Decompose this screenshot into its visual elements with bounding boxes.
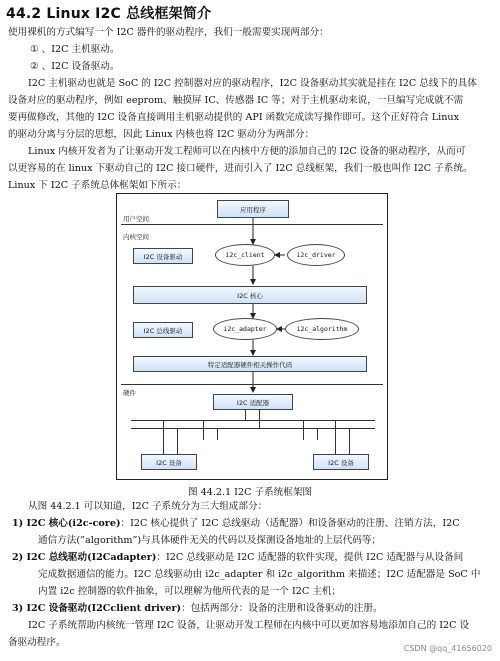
i2c-adapter-hw-box: I2C 适配器 xyxy=(213,394,293,410)
i2c-driver-ellipse: i2c_driver xyxy=(287,244,345,266)
kernel-space-label: 内核空间 xyxy=(123,233,149,241)
i2c-core-box: I2C 核心 xyxy=(133,286,367,304)
i2c-device-driver-box: I2C 设备驱动 xyxy=(133,248,193,264)
list-item-head: 1) I2C 核心(i2c-core) xyxy=(12,518,121,529)
i2c-adapter-ellipse: i2c_adapter xyxy=(213,318,277,340)
paragraph-line: 设备对应的驱动程序，例如 eeprom、触摸屏 IC、传感器 IC 等；对于主机驱动来说，一旦编写完成就不需 xyxy=(8,95,464,106)
intro-paragraph: 使用裸机的方式编写一个 I2C 器件的驱动程序，我们一般需要实现两部分： xyxy=(8,27,329,38)
app-box: 应用程序 xyxy=(217,200,289,218)
list-item-core xyxy=(12,515,494,532)
section-title: 44.2 Linux I2C 总线框架简介 xyxy=(6,6,212,22)
paragraph-line: 的驱动分离与分层的思想，因此 Linux 内核也将 I2C 驱动分为两部分： xyxy=(8,129,315,140)
list-item-continuation: 完成数据通信的能力。I2C 总线驱动由 i2c_adapter 和 i2c_algorithm 来描述；I2C 适配器是 SoC 中 xyxy=(38,569,481,580)
i2c-framework-diagram xyxy=(116,193,388,480)
bus-drop xyxy=(217,428,218,440)
list-item-bus-driver xyxy=(12,549,494,566)
list-item-device-driver: ② 、I2C 设备驱动。 xyxy=(30,61,120,72)
bus-drop xyxy=(177,428,178,454)
user-kernel-divider xyxy=(121,224,383,225)
list-item-text: ：I2C 核心提供了 I2C 总线驱动（适配器）和设备驱动的注册、注销方法，I2C xyxy=(120,518,460,529)
list-item-head: 2) I2C 总线驱动(I2Cadapter) xyxy=(12,552,157,563)
user-space-label: 用户空间 xyxy=(123,215,149,223)
bus-drop xyxy=(163,420,164,454)
figure-caption: 图 44.2.1 I2C 子系统框架图 xyxy=(187,487,313,498)
paragraph-line: 从图 44.2.1 可以知道，I2C 子系统分为三大组成部分： xyxy=(28,501,268,512)
i2c-bus-driver-box: I2C 总线驱动 xyxy=(133,322,193,338)
list-item-continuation: 通信方法(”algorithm”)与具体硬件无关的代码以及探测设备地址的上层代码等； xyxy=(38,535,382,546)
hardware-label: 硬件 xyxy=(123,389,136,397)
bus-drop xyxy=(349,428,350,454)
paragraph-line: Linux 下 I2C 子系统总体框架如下所示： xyxy=(8,180,187,191)
paragraph-line: I2C 主机驱动也就是 SoC 的 I2C 控制器对应的驱动程序，I2C 设备驱动其实就是挂在 I2C 总线下的具体 xyxy=(28,78,477,89)
i2c-bus-line-sda xyxy=(131,420,375,421)
paragraph-line: 备驱动程序。 xyxy=(8,637,66,648)
i2c-client-ellipse: i2c_client xyxy=(215,244,275,266)
i2c-algorithm-ellipse: i2c_algorithm xyxy=(285,318,359,340)
list-item-head: 3) I2C 设备驱动(I2Cclient driver) xyxy=(12,603,182,614)
list-item-continuation: 内置 i2c 控制器的软件抽象，可以理解为他所代表的是一个 I2C 主机； xyxy=(38,586,342,597)
list-item-text: ：I2C 总线驱动是 I2C 适配器的软件实现，提供 I2C 适配器与从设备间 xyxy=(156,552,464,563)
paragraph-line: Linux 内核开发者为了让驱动开发工程师可以在内核中方便的添加自己的 I2C 设备的驱动程序，从而可 xyxy=(28,146,466,157)
paragraph-line: I2C 子系统帮助内核统一管理 I2C 设备，让驱动开发工程师在内核中可以更加容易地添加自己的 I2C 设 xyxy=(28,620,470,631)
i2c-device-box: I2C 设备 xyxy=(313,454,369,470)
bus-drop xyxy=(317,428,318,440)
bus-drop xyxy=(335,420,336,454)
bus-drop xyxy=(203,420,204,440)
kernel-hardware-divider xyxy=(121,384,383,385)
list-item-host-driver: ① 、I2C 主机驱动。 xyxy=(30,44,120,55)
bus-drop xyxy=(303,420,304,440)
list-item-text: ：包括两部分：设备的注册和设备驱动的注册。 xyxy=(181,603,383,614)
paragraph-line: 以更容易的在 linux 下驱动自己的 I2C 接口硬件，进而引入了 I2C 总线框架，我们一般也叫作 I2C 子系统。 xyxy=(8,163,473,174)
paragraph-line: 要再做修改，其他的 I2C 设备直接调用主机驱动提供的 API 函数完成读写操作即可。这个正好符合 Linux xyxy=(8,112,460,123)
bus-connector xyxy=(259,410,260,428)
bus-connector xyxy=(245,410,246,420)
i2c-device-box: I2C 设备 xyxy=(141,454,197,470)
adapter-specific-code-box: 特定适配器硬件相关操作代码 xyxy=(133,356,367,372)
i2c-bus-line-scl xyxy=(131,428,375,429)
watermark: CSDN @qq_41656020 xyxy=(403,644,492,653)
list-item-device-driver xyxy=(12,600,494,617)
